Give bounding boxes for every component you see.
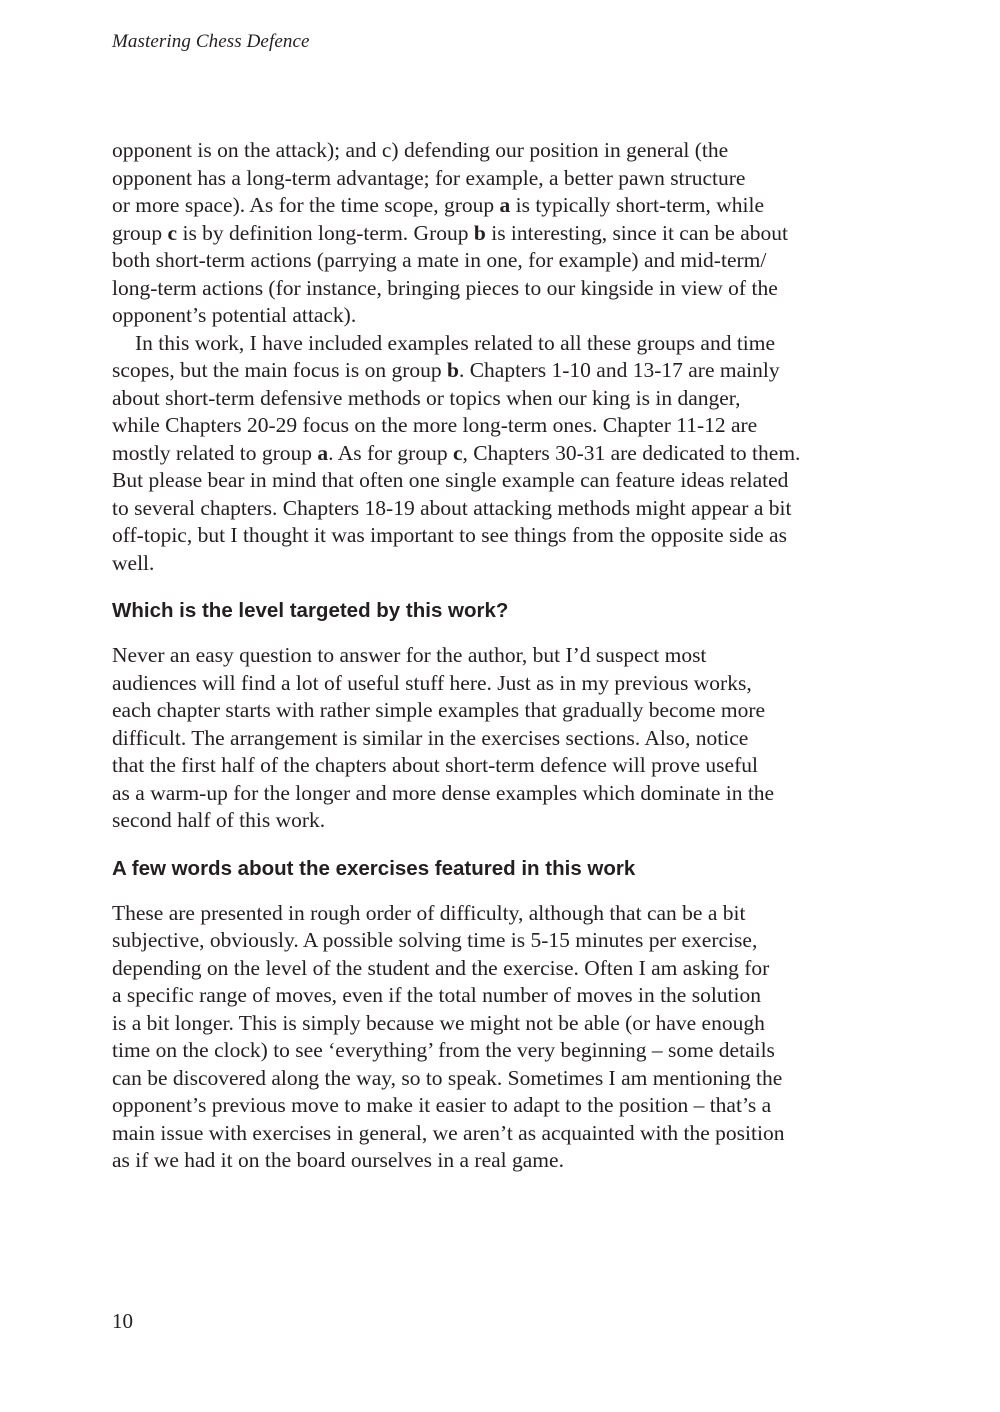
text-run: or more space). As for the time scope, group	[112, 193, 500, 217]
text-line: opponent’s previous move to make it easier to adapt to the position – that’s a	[112, 1093, 772, 1117]
body-text	[112, 137, 902, 1175]
text-line: long-term actions (for instance, bringing pieces to our kingside in view of the	[112, 275, 778, 300]
text-line	[112, 440, 902, 468]
text-line: can be discovered along the way, so to speak. Sometimes I am mentioning the	[112, 1065, 783, 1090]
bold-group-letter: c	[452, 440, 463, 465]
text-line: while Chapters 20-29 focus on the more long-term ones. Chapter 11-12 are	[112, 413, 758, 437]
text-line: to several chapters. Chapters 18-19 about attacking methods might appear a bit	[112, 495, 792, 520]
bold-group-letter: a	[317, 440, 329, 465]
bold-group-letter: a	[499, 193, 511, 217]
text-line: subjective, obviously. A possible solving time is 5-15 minutes per exercise,	[112, 928, 758, 952]
bold-group-letter: b	[447, 358, 459, 382]
text-line	[112, 220, 902, 248]
text-line: second half of this work.	[112, 808, 326, 832]
text-line: But please bear in mind that often one single example can feature ideas related	[112, 468, 789, 492]
text-line: Never an easy question to answer for the author, but I’d suspect most	[112, 643, 707, 667]
text-line: both short-term actions (parrying a mate in one, for example) and mid-term/	[112, 248, 767, 272]
text-line: a specific range of moves, even if the total number of moves in the solution	[112, 983, 761, 1007]
text-run: . As for group	[328, 440, 453, 465]
text-run: group	[112, 220, 168, 245]
text-line: off-topic, but I thought it was important to see things from the opposite side as	[112, 523, 787, 547]
text-run: is by definition long-term. Group	[177, 220, 474, 245]
text-line: main issue with exercises in general, we aren’t as acquainted with the position	[112, 1120, 785, 1145]
text-line: difficult. The arrangement is similar in the exercises sections. Also, notice	[112, 725, 749, 750]
section-heading-level: Which is the level targeted by this work?	[112, 599, 509, 622]
text-line: depending on the level of the student and the exercise. Often I am asking for	[112, 955, 770, 980]
text-line: as a warm-up for the longer and more dense examples which dominate in the	[112, 780, 775, 805]
text-line: about short-term defensive methods or topics when our king is in danger,	[112, 385, 741, 410]
text-line: opponent has a long-term advantage; for example, a better pawn structure	[112, 165, 746, 190]
text-line: opponent’s potential attack).	[112, 303, 357, 327]
text-line: is a bit longer. This is simply because we might not be able (or have enough	[112, 1010, 765, 1035]
text-run: scopes, but the main focus is on group	[112, 358, 447, 382]
text-line: each chapter starts with rather simple examples that gradually become more	[112, 698, 766, 722]
bold-group-letter: b	[473, 220, 486, 245]
text-run: , Chapters 30-31 are dedicated to them.	[462, 440, 801, 465]
text-run: is typically short-term, while	[510, 193, 765, 217]
paragraph-1	[112, 137, 902, 330]
text-line: opponent is on the attack); and c) defending our position in general (the	[112, 138, 729, 162]
text-line: as if we had it on the board ourselves in a real game.	[112, 1148, 564, 1172]
text-line: audiences will find a lot of useful stuff here. Just as in my previous works,	[112, 670, 752, 695]
paragraph-2	[112, 330, 902, 578]
text-line: time on the clock) to see ‘everything’ from the very beginning – some details	[112, 1038, 775, 1062]
text-line	[112, 192, 902, 220]
text-run: is interesting, since it can be about	[485, 220, 788, 245]
text-line	[112, 357, 902, 385]
section-heading-exercises: A few words about the exercises featured in this work	[112, 856, 636, 880]
text-line: that the first half of the chapters about short-term defence will prove useful	[112, 753, 758, 777]
section-exercises-body	[112, 900, 902, 1175]
text-line: These are presented in rough order of difficulty, although that can be a bit	[112, 900, 746, 925]
text-run: . Chapters 1-10 and 13-17 are mainly	[458, 358, 780, 382]
bold-group-letter: c	[167, 220, 178, 245]
text-run: mostly related to group	[112, 440, 318, 465]
text-line: well.	[112, 550, 155, 575]
section-level-body	[112, 642, 902, 835]
running-head: Mastering Chess Defence	[112, 31, 310, 52]
text-line: In this work, I have included examples related to all these groups and time	[135, 330, 776, 355]
page-number: 10	[112, 1309, 133, 1333]
